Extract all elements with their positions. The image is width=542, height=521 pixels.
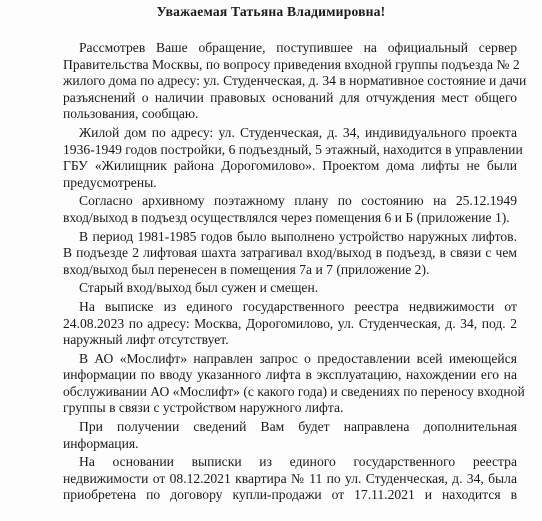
paragraph-appeal xyxy=(47,40,527,123)
text-line: Жилой дом по адресу: ул. Студенческая, д. 34, индивидуального проекта xyxy=(79,124,517,140)
text-line: недвижимости от 08.12.2021 квартира № 11 по ул. Студенческая, д. 34, была xyxy=(63,470,517,486)
text-line: ГБУ «Жилищник района Дорогомилово». Проектом дома лифты не были xyxy=(63,158,517,174)
text-line: 1936-1949 годов постройки, 6 подъездный, 5 этажный, находится в управлении xyxy=(63,141,523,157)
text-line: предусмотрены. xyxy=(63,174,157,190)
paragraph-additional-info xyxy=(47,419,517,452)
text-line: Согласно архивному поэтажному плану по состоянию на 25.12.1949 xyxy=(79,193,517,209)
text-line: пользования, сообщаю. xyxy=(63,106,199,122)
text-line: В АО «Мослифт» направлен запрос о предоставлении всей имеющейся xyxy=(79,350,517,366)
text-line: 24.08.2023 по адресу: Москва, Дорогомилово, ул. Студенческая, д. 34, под. 2 xyxy=(63,315,517,331)
paragraph-archive-plan xyxy=(47,193,517,226)
text-line: группы в связи с устройством наружного лифта. xyxy=(63,400,344,416)
text-line: Старый вход/выход был сужен и смещен. xyxy=(79,280,319,296)
text-line: Правительства Москвы, по вопросу приведения входной группы подъезда № 2 xyxy=(63,56,520,72)
text-line: В период 1981-1985 годов было выполнено устройство наружных лифтов. xyxy=(79,228,517,244)
paragraph-moslift xyxy=(47,350,525,417)
text-line: В подъезде 2 лифтовая шахта затрагивал вход/выход в подъезд, в связи с чем xyxy=(63,245,517,261)
text-line: разъяснений о наличии правовых оснований для отчуждения мест общего xyxy=(63,89,517,105)
letter-body xyxy=(47,40,527,506)
text-line: жилого дома по адресу: ул. Студенческая, д. 34 в нормативное состояние и дачи xyxy=(63,73,527,89)
paragraph-elevators xyxy=(47,229,517,279)
text-line: На основании выписки из единого государственного реестра xyxy=(79,454,517,470)
text-line: приобретена по договору купли-продажи от 17.11.2021 и находится в xyxy=(63,487,517,503)
paragraph-registry xyxy=(47,299,517,349)
text-line: вход/выход был перенесен в помещения 7а и 7 (приложение 2). xyxy=(63,261,430,277)
text-line: информации по вводу указанного лифта в эксплуатацию, нахождении его на xyxy=(63,367,517,383)
paragraph-old-entrance xyxy=(47,280,517,297)
paragraph-building xyxy=(47,124,523,191)
text-line: информация. xyxy=(63,435,139,451)
text-line: наружный лифт отсутствует. xyxy=(63,332,229,348)
text-line: обслуживании АО «Мослифт» (с какого года) и сведениях по переносу входной xyxy=(63,383,525,399)
paragraph-apartment xyxy=(47,454,517,504)
letter-greeting: Уважаемая Татьяна Владимировна! xyxy=(156,4,386,19)
text-line: Рассмотрев Ваше обращение, поступившее на официальный сервер xyxy=(79,40,517,55)
text-line: На выписке из единого государственного реестра недвижимости от xyxy=(79,298,517,314)
text-line: При получении сведений Вам будет направлена дополнительная xyxy=(79,419,517,435)
text-line: вход/выход в подъезд осуществлялся через помещения 6 и Б (приложение 1). xyxy=(63,209,510,225)
